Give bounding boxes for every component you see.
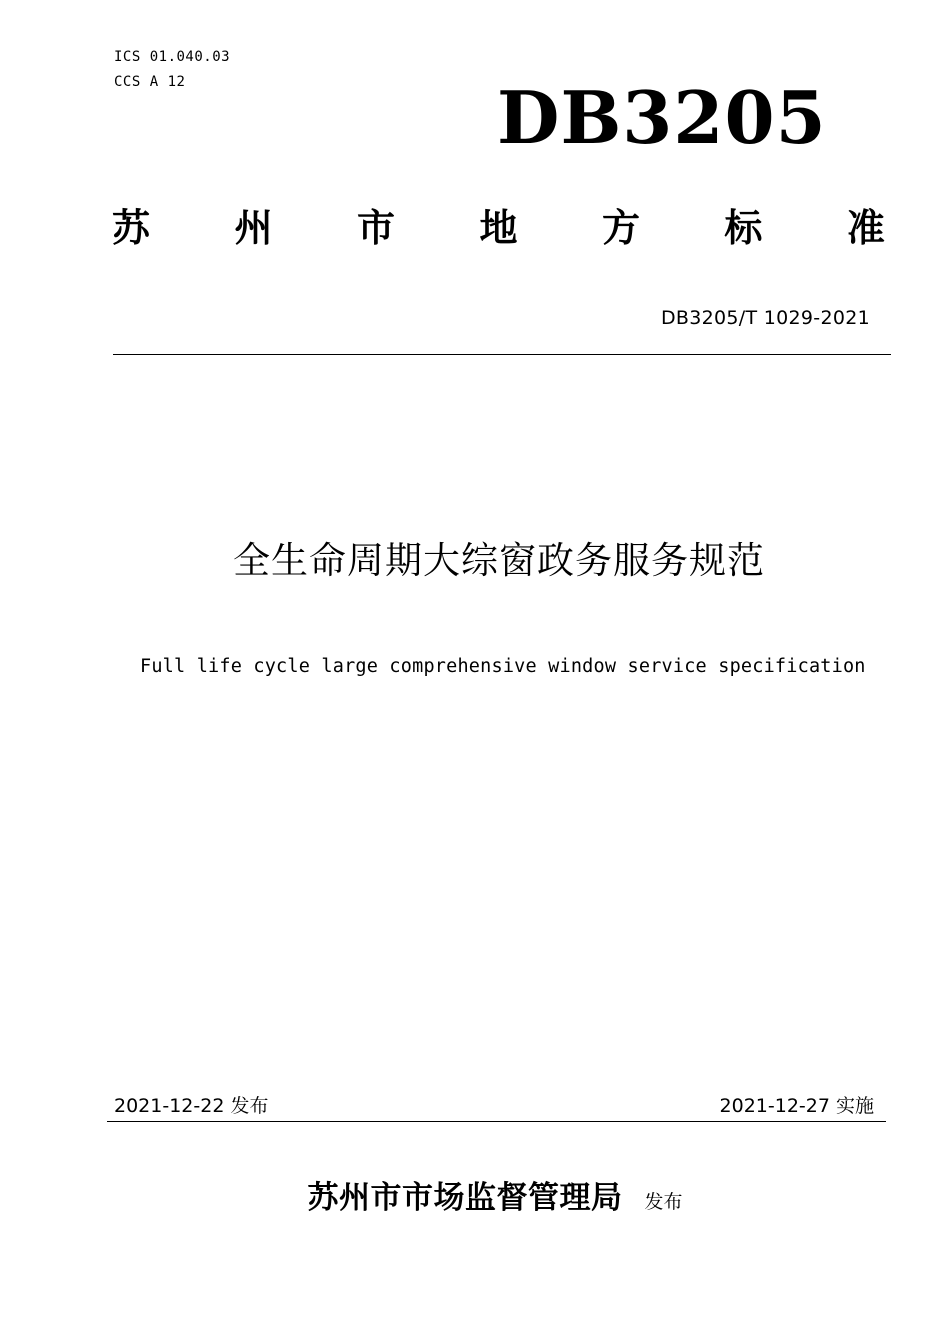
issuing-authority: 苏州市市场监督管理局	[307, 1180, 623, 1216]
issuer-line	[0, 1172, 950, 1217]
standard-type-char: 市	[356, 205, 395, 250]
standard-type-char: 标	[724, 205, 763, 250]
standard-type-char: 州	[234, 205, 273, 250]
header-divider	[113, 354, 891, 355]
effective-date: 2021-12-27 实施	[719, 1095, 874, 1117]
standard-code-logo: DB3205	[497, 75, 827, 160]
issue-label: 发布	[644, 1191, 683, 1213]
publish-date: 2021-12-22 发布	[114, 1095, 269, 1117]
standard-type-heading	[112, 205, 885, 251]
standard-type-char: 地	[479, 205, 518, 250]
ics-code: ICS 01.040.03	[114, 49, 231, 65]
document-title-english: Full life cycle large comprehensive window service specification	[140, 656, 866, 677]
standard-type-char: 方	[601, 205, 640, 250]
standard-number: DB3205/T 1029-2021	[660, 307, 870, 329]
document-title-chinese: 全生命周期大综窗政务服务规范	[233, 539, 765, 582]
footer-divider	[107, 1121, 886, 1122]
ccs-code: CCS A 12	[114, 74, 186, 90]
standard-type-char: 准	[846, 205, 885, 250]
standard-type-char: 苏	[112, 205, 151, 250]
